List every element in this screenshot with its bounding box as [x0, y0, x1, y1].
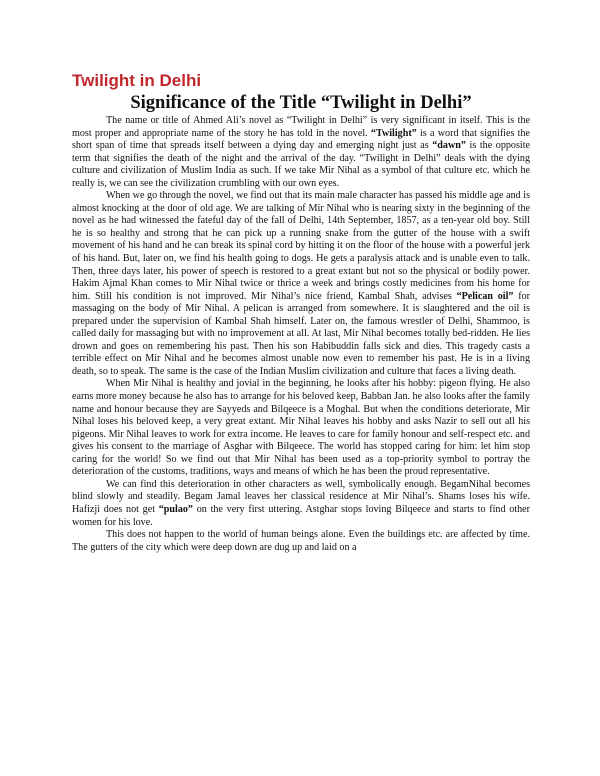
text-run: This does not happen to the world of human beings alone. Even the buildings etc. are affected by time. The gutters of the city which were deep down are dug up and laid on a	[72, 529, 530, 553]
text-run: on the very first uttering. Astghar stops loving Bilqeece and starts to find other women for his love.	[72, 503, 530, 528]
paragraph-2	[72, 190, 530, 378]
text-run: is the opposite term that signifies the death of the night and the arrival of the day. “Twilight in Delhi” deals with the dying culture and civilization of Muslim India as such. If we take Mir Nihal as a symbol of that culture etc. which he really is, we can see the civilization crumbling with our own eyes.	[72, 140, 530, 189]
paragraph-3	[72, 378, 530, 478]
text-run: is a word that signifies the short span of time that spreads itself between a dying day and emerging night just as	[72, 127, 530, 152]
bold-term: “pulao”	[158, 503, 193, 515]
paragraph-4	[72, 479, 530, 529]
text-run: When Mir Nihal is healthy and jovial in the beginning, he looks after his hobby: pigeon flying. He also earns more money because he also has to arrange for his beloved keep, Babban Jan. he also looks after the family name and honour because they are Sayyeds and Bilqeece is a Moghal. But when the conditions deteriorate, Mir Nihal loses his beloved keep, a very great extant. Mir Nihal leaves his hobby and asks Nazir to sell out all his pigeons. Mir Nihal leaves to work for extra income. He leaves to care for family honour and self-respect etc. and gives his consent to the marriage of Asghar with Bilqeece. The world has stopped caring for him: let him stop caring for the world! So we find out that Mir Nihal has been used as a top-priority symbol to portray the deterioration of the customs, traditions, ways and means of which he has been the proud representative.	[72, 378, 530, 478]
bold-term: “Twilight”	[370, 127, 417, 139]
text-run: When we go through the novel, we find out that its main male character has passed his middle age and is almost knocking at the door of old age. We are talking of Mir Nihal who is nearing sixty in the beginning of the novel as he had witnessed the fateful day of the fall of Delhi, 14th September, 1857, as a ten-year old boy. Still he is so healthy and strong that he can pick up a running snake from the gutter of the house with a swift movement of his hand and he can break its spinal cord by hitting it on the floor of the house with a powerful jerk of his hand. But, later on, we find his health going to dogs. He gets a paralysis attack and is unable even to talk. Then, three days later, his power of speech is restored to a great extant but not so the physical or bodily power. Hakim Ajmal Khan comes to Mir Nihal twice or thrice a week and brings costly medicines from his home for him. Still his condition is not improved. Mir Nihal’s nice friend, Kambal Shah, advises	[72, 190, 530, 302]
document-body	[72, 115, 530, 554]
document-subheading: Significance of the Title “Twilight in Delhi”	[130, 93, 472, 113]
document-heading: Twilight in Delhi	[72, 71, 202, 90]
paragraph-1	[72, 115, 530, 190]
paragraph-5	[72, 529, 530, 554]
text-run: The name or title of Ahmed Ali’s novel as “Twilight in Delhi” is very significant in itself. This is the most proper and appropriate name of the story he has told in the novel.	[72, 115, 530, 139]
bold-term: “Pelican oil”	[456, 290, 514, 302]
text-run: We can find this deterioration in other characters as well, symbolically enough. BegamNihal becomes blind slowly and steadily. Begam Jamal leaves her classical residence at Mir Nihal’s. Shams loses his wife. Hafizji does not get	[72, 478, 530, 515]
bold-term: “dawn”	[432, 140, 466, 152]
document-page	[72, 70, 530, 554]
text-run: for massaging on the body of Mir Nihal. A pelican is arranged from somewhere. It is slaughtered and the oil is prepared under the supervision of Kambal Shah himself. Later on, the famous wrestler of Delhi, Shammoo, is called daily for massaging but with no improvement at all. At last, Mir Nihal becomes totally bed-ridden. He lies drown and goes on remembering his past. Then his son Habibuddin falls sick and dies. This tragedy casts a terrible effect on Mir Nihal and he becomes almost unable now even to remember his past. He is in a living death, so to speak. The same is the case of the Indian Muslim civilization and culture that faces a living death.	[72, 290, 530, 377]
